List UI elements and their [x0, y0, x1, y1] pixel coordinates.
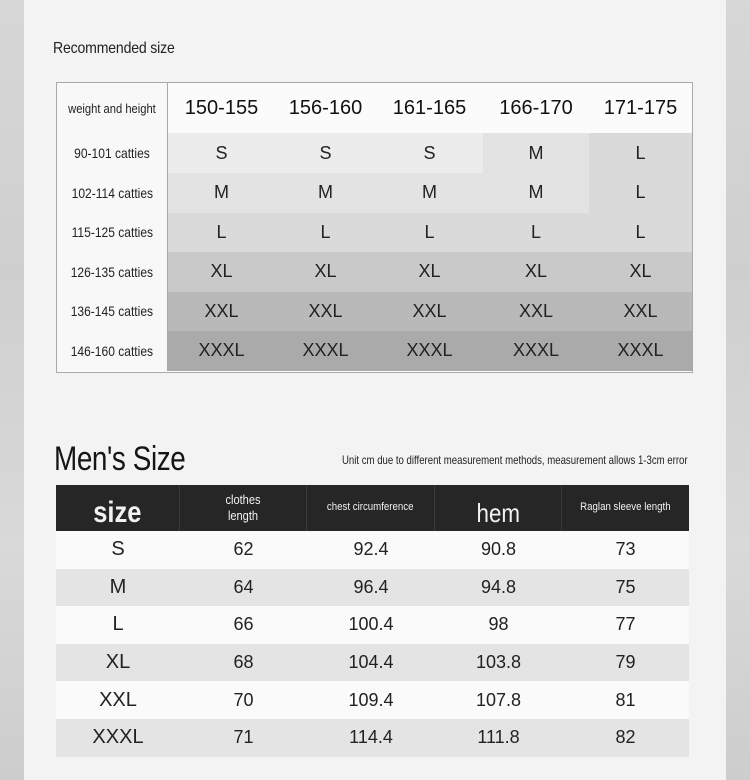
recommended-size-cell: XXL: [168, 292, 275, 332]
table-row: [56, 531, 689, 569]
recommended-row: [57, 292, 692, 332]
recommended-size-cell: XXL: [376, 292, 483, 332]
measurement-cell: 75: [615, 576, 636, 597]
measurement-cell: 90.8: [480, 539, 517, 560]
measurement-cell: 73: [615, 539, 636, 560]
measurement-cell: 98: [488, 614, 509, 635]
table-row: [56, 719, 689, 757]
size-cell: L: [112, 613, 124, 636]
recommended-row: [57, 331, 692, 371]
height-range-header: 171-175: [603, 96, 678, 119]
recommended-size-cell: XL: [168, 252, 275, 292]
height-range-header: 156-160: [288, 96, 363, 119]
left-background-strip: [0, 0, 24, 780]
mens-size-table: [56, 485, 689, 757]
recommended-row: [57, 173, 692, 213]
measurement-cell: 62: [233, 539, 254, 560]
measurement-cell: 107.8: [475, 689, 522, 710]
recommended-size-cell: XXXL: [275, 331, 376, 371]
table-row: [56, 606, 689, 644]
weight-range-label: 146-160 catties: [57, 331, 168, 371]
weight-range-label: 136-145 catties: [57, 292, 168, 332]
recommended-size-cell: XL: [376, 252, 483, 292]
recommended-size-cell: XXXL: [483, 331, 589, 371]
recommended-size-cell: XL: [275, 252, 376, 292]
measurement-cell: 100.4: [348, 614, 394, 635]
weight-height-corner-label: weight and height: [57, 83, 168, 133]
recommended-size-cell: XXXL: [589, 331, 692, 371]
raglan-sleeve-column-header: Raglan sleeve length: [580, 501, 671, 514]
recommended-size-cell: XL: [483, 252, 589, 292]
recommended-size-cell: L: [589, 133, 692, 173]
recommended-size-cell: L: [376, 213, 483, 253]
measurement-cell: 96.4: [353, 576, 389, 597]
measurement-cell: 79: [615, 652, 636, 673]
size-cell: XXL: [99, 688, 137, 711]
recommended-size-title: Recommended size: [53, 40, 175, 57]
recommended-size-cell: L: [589, 213, 692, 253]
recommended-size-cell: S: [168, 133, 275, 173]
measurement-cell: 104.4: [348, 652, 394, 673]
height-range-header: 150-155: [184, 96, 259, 119]
recommended-header-row: [57, 83, 692, 134]
measurement-cell: 103.8: [475, 652, 522, 673]
measurement-cell: 68: [233, 652, 254, 673]
recommended-size-cell: L: [168, 213, 275, 253]
recommended-row: [57, 252, 692, 292]
weight-range-label: 102-114 catties: [57, 173, 168, 213]
recommended-size-table: [56, 82, 693, 373]
measurement-cell: 81: [615, 689, 636, 710]
size-column-header: size: [56, 485, 180, 531]
mens-header-row: [56, 485, 689, 531]
recommended-size-cell: XXXL: [168, 331, 275, 371]
weight-range-label: 115-125 catties: [57, 213, 168, 253]
recommended-size-cell: XXL: [483, 292, 589, 332]
size-cell: S: [111, 538, 125, 561]
table-row: [56, 569, 689, 607]
measurement-cell: 71: [233, 727, 254, 748]
recommended-size-cell: XL: [589, 252, 692, 292]
recommended-size-cell: S: [376, 133, 483, 173]
measurement-cell: 111.8: [477, 727, 520, 748]
recommended-size-cell: L: [483, 213, 589, 253]
chest-circumference-column-header: chest circumference: [307, 485, 435, 531]
recommended-row: [57, 133, 692, 173]
weight-range-label: 90-101 catties: [57, 133, 168, 173]
recommended-size-cell: S: [275, 133, 376, 173]
size-cell: XL: [105, 651, 131, 674]
right-background-strip: [726, 0, 750, 780]
hem-column-header: hem: [435, 485, 562, 531]
recommended-size-cell: L: [589, 173, 692, 213]
table-row: [56, 644, 689, 682]
recommended-size-cell: M: [483, 133, 589, 173]
size-cell: M: [109, 575, 127, 598]
weight-range-label: 126-135 catties: [57, 252, 168, 292]
mens-size-title: Men's Size: [54, 440, 186, 478]
measurement-cell: 70: [233, 689, 254, 710]
table-row: [56, 681, 689, 719]
measurement-cell: 77: [615, 614, 636, 635]
height-range-header: 166-170: [499, 96, 573, 119]
measurement-cell: 92.4: [353, 539, 389, 560]
measurement-cell: 66: [233, 614, 254, 635]
measurement-cell: 64: [233, 576, 254, 597]
measurement-cell: 94.8: [480, 576, 517, 597]
recommended-size-cell: XXL: [275, 292, 376, 332]
measurement-cell: 109.4: [348, 689, 394, 710]
size-cell: XXXL: [92, 726, 144, 749]
recommended-size-cell: XXL: [589, 292, 692, 332]
recommended-size-cell: M: [275, 173, 376, 213]
measurement-note: Unit cm due to different measurement methods, measurement allows 1-3cm error: [342, 453, 688, 467]
recommended-row: [57, 213, 692, 253]
measurement-cell: 82: [615, 727, 636, 748]
recommended-size-cell: M: [376, 173, 483, 213]
measurement-cell: 114.4: [349, 727, 393, 748]
recommended-size-cell: M: [168, 173, 275, 213]
recommended-size-cell: L: [275, 213, 376, 253]
height-range-header: 161-165: [392, 96, 467, 119]
recommended-size-cell: M: [483, 173, 589, 213]
clothes-length-column-header: clothes length: [180, 485, 307, 531]
recommended-size-cell: XXXL: [376, 331, 483, 371]
